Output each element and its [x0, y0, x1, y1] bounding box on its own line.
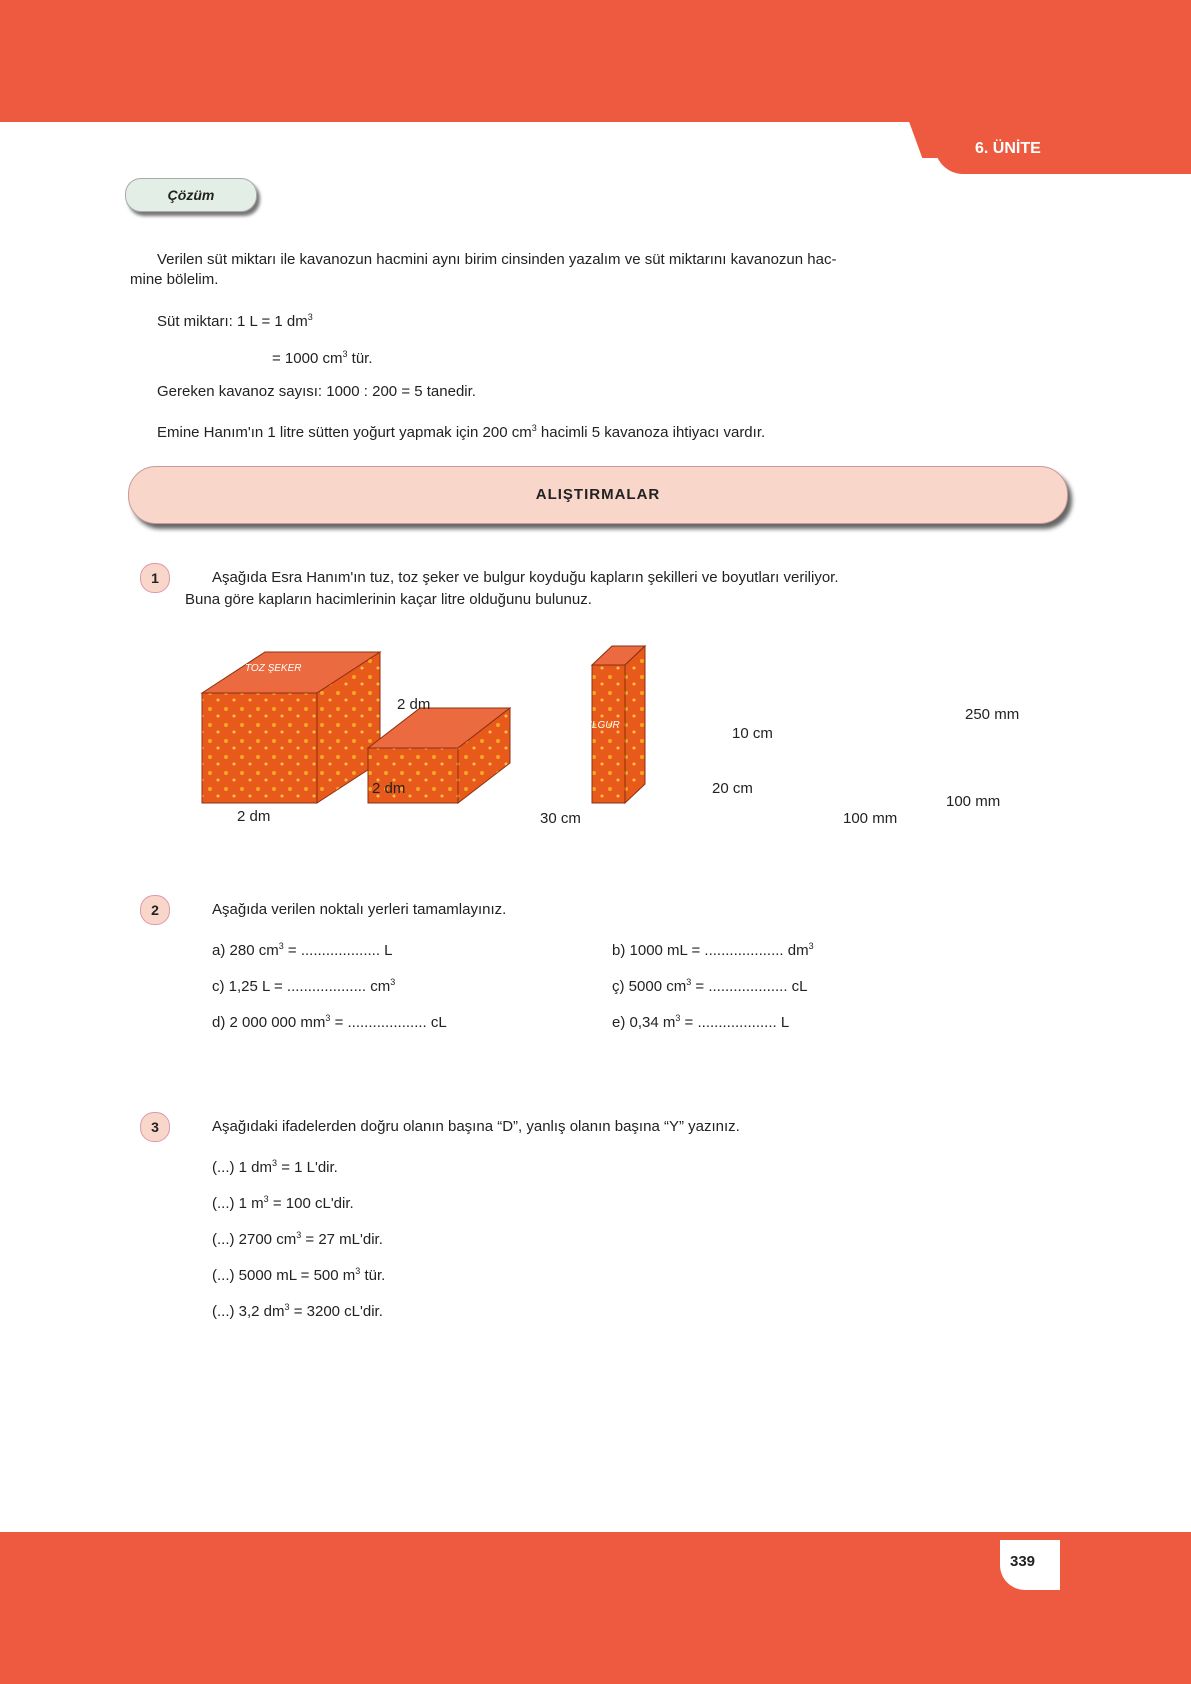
solution-intro: Verilen süt miktarı ile kavanozun hacmini aynı birim cinsinden yazalım ve süt miktarını kavanozun hac-	[157, 251, 837, 268]
q2-text: Aşağıda verilen noktalı yerleri tamamlayınız.	[212, 901, 507, 918]
q3-text: Aşağıdaki ifadelerden doğru olanın başına “D”, yanlış olanın başına “Y” yazınız.	[212, 1118, 740, 1135]
solution-line2: = 1000 $cm^3$ tür.	[272, 349, 373, 367]
containers-figure	[190, 640, 1070, 840]
q1-text: Aşağıda Esra Hanım'ın tuz, toz şeker ve bulgur koyduğu kapların şekilleri ve boyutları veriliyor.	[212, 569, 839, 586]
q2-item-b: b) 1000 mL = ................... $dm^3$	[612, 941, 814, 959]
solution-line1: Süt miktarı: 1 L = 1 $dm^3$	[157, 312, 313, 330]
q1-text-cont: Buna göre kapların hacimlerinin kaçar litre olduğunu bulunuz.	[185, 591, 592, 608]
header-band	[0, 0, 1191, 122]
box1-name: TOZ ŞEKER	[245, 663, 302, 674]
box2-name: BULGUR	[578, 720, 620, 731]
box2-height: 10 cm	[732, 725, 773, 742]
q3-item: (...) 5000 mL = 500 $m^3$ tür.	[212, 1266, 386, 1284]
question-number-2: 2	[140, 895, 170, 925]
box3-height: 250 mm	[965, 706, 1020, 723]
solution-label: Çözüm	[125, 178, 257, 212]
q2-item-cc: ç) 5000 $cm^3$ = ................... cL	[612, 977, 808, 995]
solution-intro-cont: mine bölelim.	[130, 271, 219, 288]
q2-item-c: c) 1,25 L = ................... $cm^3$	[212, 977, 396, 995]
exercises-banner: ALIŞTIRMALAR	[128, 466, 1068, 524]
page-number: 339	[1010, 1553, 1036, 1570]
box3-width: 100 mm	[843, 810, 898, 827]
page-number-tab	[1000, 1540, 1060, 1590]
box2-width: 30 cm	[540, 810, 581, 827]
box1-width: 2 dm	[237, 808, 271, 825]
q3-item: (...) 3,2 $dm^3 = 3200$ cL'dir.	[212, 1302, 383, 1320]
q3-item: (...) 2700 $cm^3 = 27$ mL'dir.	[212, 1230, 383, 1248]
q2-item-a: a) 280 $cm^3$ = ................... L	[212, 941, 393, 959]
q2-item-d: d) 2 000 000 $mm^3$ = ................... cL	[212, 1013, 447, 1031]
solution-line4: Emine Hanım'ın 1 litre sütten yoğurt yapmak için 200 $cm^3$ hacimli 5 kavanoza ihtiyacı vardır.	[157, 423, 766, 441]
box1-height: 2 dm	[397, 696, 431, 713]
box1-depth: 2 dm	[372, 780, 406, 797]
box3-depth: 100 mm	[946, 793, 1001, 810]
unit-tab	[935, 118, 1191, 174]
box2-depth: 20 cm	[712, 780, 753, 797]
question-number-3: 3	[140, 1112, 170, 1142]
box-toz-seker	[202, 652, 380, 803]
q2-item-e: e) 0,34 $m^3$ = ................... L	[612, 1013, 790, 1031]
box3-name: TUZ	[898, 648, 916, 658]
q3-item: (...) 1 $m^3 = 100$ cL'dir.	[212, 1194, 354, 1212]
unit-label: 6. ÜNİTE	[975, 140, 1041, 157]
q3-item: (...) 1 $dm^3 = 1$ L'dir.	[212, 1158, 338, 1176]
solution-line3: Gereken kavanoz sayısı: 1000 : 200 = 5 tanedir.	[157, 383, 476, 400]
question-number-1: 1	[140, 563, 170, 593]
